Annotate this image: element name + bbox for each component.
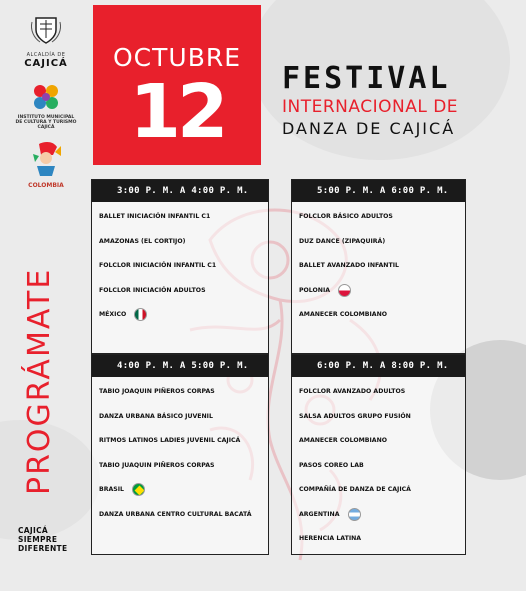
schedule-item-label: TABIO JOAQUIN PIÑEROS CORPAS	[99, 388, 215, 395]
schedule-item	[299, 412, 465, 437]
schedule-box-4pm	[91, 354, 269, 555]
schedule-item-label: DANZA URBANA CENTRO CULTURAL BACATÁ	[99, 510, 252, 518]
schedule-item	[99, 461, 268, 486]
slogan-line-3: DIFERENTE	[18, 544, 68, 553]
schedule-item	[99, 510, 268, 535]
schedule-item-label: COMPAÑÍA DE DANZA DE CAJICÁ	[299, 486, 411, 493]
date-block	[93, 5, 261, 165]
schedule-item-label: TABIO JUAQUIN PIÑEROS CORPAS	[99, 461, 215, 469]
instituto-icon	[31, 83, 61, 111]
schedule-item-label: ARGENTINA	[299, 510, 340, 518]
schedule-item	[299, 237, 465, 262]
alcaldia-name: CAJICÁ	[24, 58, 68, 69]
colombia-mascot-icon	[29, 140, 63, 178]
schedule-item-label: DANZA URBANA BÁSICO JUVENIL	[99, 412, 213, 420]
festival-title	[282, 62, 482, 140]
schedule-time-header: 3:00 P. M. A 4:00 P. M.	[92, 180, 268, 202]
schedule-list	[92, 202, 268, 335]
schedule-item	[299, 212, 465, 237]
schedule-item-label: BALLET AVANZADO INFANTIL	[299, 262, 399, 269]
schedule-item-label: PASOS COREO LAB	[299, 461, 364, 469]
alcaldia-small-label: ALCALDÍA DE	[26, 52, 66, 58]
schedule-item-label: RITMOS LATINOS LADIES JUVENIL CAJICÁ	[99, 437, 241, 444]
instituto-logo	[10, 83, 82, 130]
logos-column	[10, 12, 82, 189]
schedule-item-label: FOLCLOR INICIACIÓN INFANTIL C1	[99, 262, 217, 269]
mexico-flag-icon	[134, 308, 147, 321]
schedule-item	[299, 310, 465, 335]
schedule-item	[99, 387, 268, 412]
date-day: 12	[129, 69, 225, 155]
schedule-item-label: BRASIL	[99, 486, 124, 493]
schedule-item	[299, 261, 465, 286]
schedule-item	[99, 237, 268, 262]
schedule-item-label: POLONIA	[299, 286, 331, 294]
schedule-item-label: FOLCLOR INICIACIÓN ADULTOS	[99, 286, 206, 294]
title-line-2: INTERNACIONAL DE	[282, 97, 459, 117]
alcaldia-logo	[10, 12, 82, 69]
schedule-item-label: AMANECER COLOMBIANO	[299, 437, 388, 444]
schedule-list	[292, 202, 465, 335]
instituto-line1: INSTITUTO MUNICIPAL	[17, 115, 75, 120]
schedule-box-5pm	[291, 179, 466, 354]
schedule-item-label: FOLCLOR AVANZADO ADULTOS	[299, 388, 406, 395]
colombia-logo	[10, 140, 82, 189]
schedule-item	[299, 485, 465, 510]
schedule-list	[92, 377, 268, 534]
schedule-time-header: 4:00 P. M. A 5:00 P. M.	[92, 355, 268, 377]
schedule-item-label: AMANECER COLOMBIANO	[299, 311, 388, 318]
schedule-item-label: MÉXICO	[99, 311, 127, 318]
argentina-flag-icon	[348, 508, 361, 521]
instituto-line2: DE CULTURA Y TURISMO	[15, 120, 77, 125]
schedule-item	[99, 485, 268, 510]
schedule-time-header: 6:00 P. M. A 8:00 P. M.	[292, 355, 465, 377]
schedule-item-label: FOLCLOR BÁSICO ADULTOS	[299, 213, 393, 220]
schedule-item	[299, 534, 465, 559]
schedule-item-label: HERENCIA LATINA	[299, 535, 362, 542]
slogan-line-1: CAJICÁ	[18, 526, 48, 535]
schedule-item-label: DUZ DANCE (ZIPAQUIRÁ)	[299, 237, 386, 245]
schedule-time-header: 5:00 P. M. A 6:00 P. M.	[292, 180, 465, 202]
schedule-item-label: AMAZONAS (EL CORTIJO)	[99, 237, 186, 245]
programate-vertical-label: PROGRÁMATE	[22, 267, 57, 495]
title-line-3: DANZA DE CAJICÁ	[282, 119, 456, 138]
schedule-item	[99, 286, 268, 311]
schedule-item-label: SALSA ADULTOS GRUPO FUSIÓN	[299, 412, 411, 420]
schedule-item	[299, 387, 465, 412]
schedule-box-6pm	[291, 354, 466, 555]
slogan-line-2: SIEMPRE	[18, 535, 58, 544]
schedule-item	[99, 261, 268, 286]
schedule-item	[299, 436, 465, 461]
schedule-list	[292, 377, 465, 559]
coat-of-arms-icon	[29, 12, 63, 46]
schedule-item	[99, 412, 268, 437]
polonia-flag-icon	[338, 284, 351, 297]
schedule-item	[299, 510, 465, 535]
schedule-item	[99, 212, 268, 237]
slogan	[18, 526, 67, 553]
schedule-item	[99, 310, 268, 335]
schedule-item-label: BALLET INICIACIÓN INFANTIL C1	[99, 213, 211, 220]
title-line-1: FESTIVAL	[282, 61, 451, 96]
colombia-label: COLOMBIA	[28, 182, 64, 189]
schedule-item	[299, 461, 465, 486]
brasil-flag-icon	[132, 483, 145, 496]
schedule-item	[299, 286, 465, 311]
schedule-box-3pm	[91, 179, 269, 354]
schedule-item	[99, 436, 268, 461]
date-month: OCTUBRE	[112, 43, 242, 72]
instituto-line3: CAJICÁ	[37, 125, 55, 130]
